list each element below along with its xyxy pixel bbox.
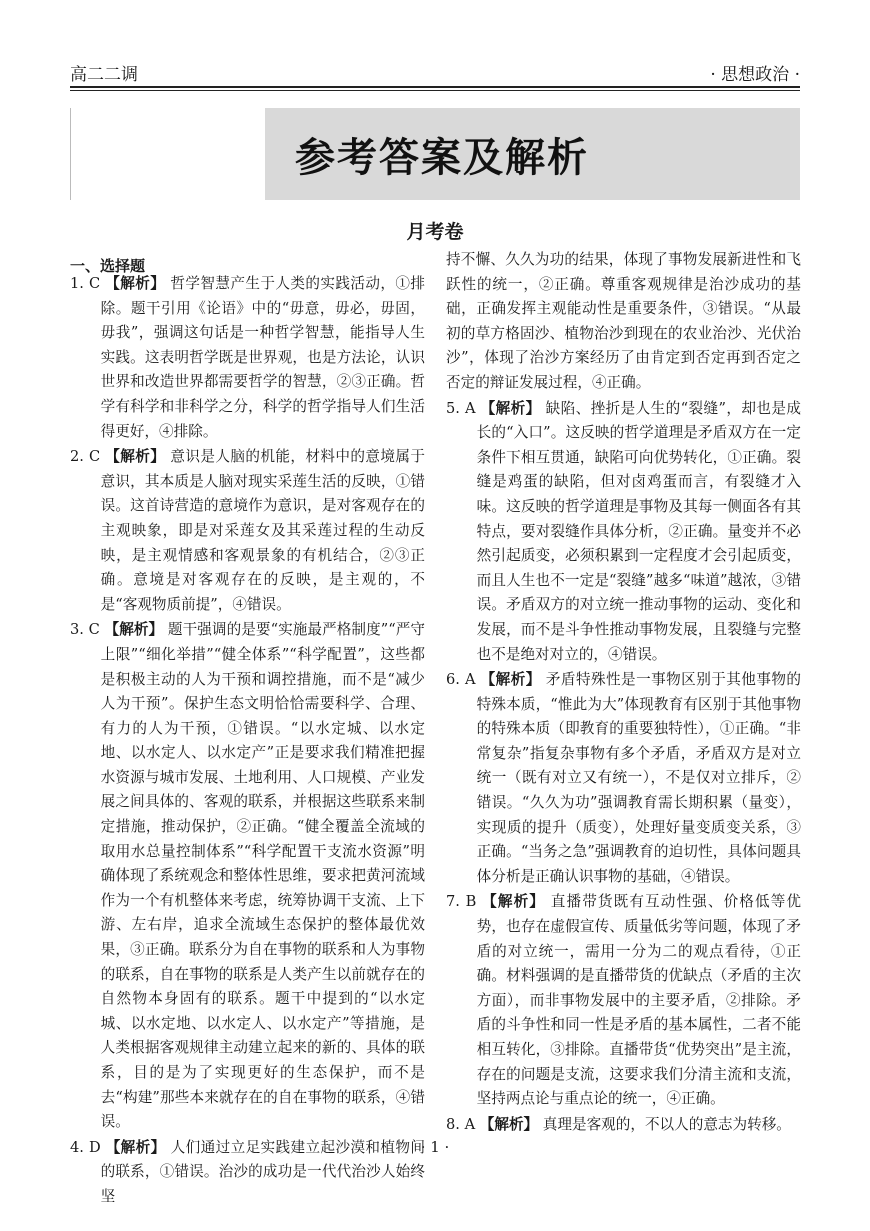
answer-item <box>70 272 425 444</box>
answer-number: 4. D <box>70 1138 101 1156</box>
answer-item <box>446 1113 801 1138</box>
answer-text: 矛盾特殊性是一事物区别于其他事物的特殊本质，“惟此为大”体现教育有区别于其他事物的特殊本质（即教育的重要独特性），①正确。“非常复杂”指复杂事物有多个矛盾，矛盾双方是对立统一（既有对立又有统一），不是仅对立排斥，②错误。“久久为功”强调教育需长期积累（量变），实现质的提升（质变），处理好量变质变关系，③正确。“当务之急”强调教育的迫切性，具体问题具体分析是正确认识事物的基础，④错误。 <box>476 671 802 885</box>
page-title: 参考答案及解析 <box>295 135 589 181</box>
right-column <box>446 248 801 1138</box>
title-banner <box>265 108 800 200</box>
subject-label: · 思想政治 · <box>710 65 800 85</box>
header-rule <box>70 86 800 88</box>
analysis-tag: 【解析】 <box>105 275 166 292</box>
answer-text: 缺陷、挫折是人生的“裂缝”，却也是成长的“入口”。这反映的哲学道理是矛盾双方在一定条件下相互贯通，缺陷可向优势转化，①正确。裂缝是鸡蛋的缺陷，但对卤鸡蛋而言，有裂缝才入味。这反映的哲学道理是事物及其每一侧面各有其特点，要对裂缝作具体分析，②正确。量变并不必然引起质变，必须积累到一定程度才会引起质变，而且人生也不一定是“裂缝”越多“味道”越浓，③错误。矛盾双方的对立统一推动事物的运动、变化和发展，而不是斗争性推动事物发展，且裂缝与完整也不是绝对对立的，④错误。 <box>476 399 801 663</box>
answer-text: 意识是人脑的机能，材料中的意境属于意识，其本质是人脑对现实采莲生活的反映，①错误。这首诗营造的意境作为意识，是对客观存在的主观映象，即是对采莲女及其采莲过程的生动反映，是主观情感和客观景象的有机结合，②③正确。意境是对客观存在的反映，是主观的，不是“客观物质前提”，④错误。 <box>100 448 426 613</box>
analysis-tag: 【解析】 <box>480 399 541 417</box>
section-heading: 一、选择题 <box>70 257 146 275</box>
answer-item-continued <box>446 248 801 396</box>
answer-number: 3. C <box>70 621 100 639</box>
analysis-tag: 【解析】 <box>482 893 546 911</box>
exam-subtitle: 月考卷 <box>406 221 464 243</box>
answer-text: 持不懈、久久为功的结果，体现了事物发展新进性和飞跃性的统一，②正确。尊重客观规律是治沙成功的基础，正确发挥主观能动性是重要条件，③错误。“从最初的草方格固沙、植物治沙到现在的农业治沙、光伏治沙”，体现了治沙方案经历了由肯定到否定再到否定之否定的辩证发展过程，④正确。 <box>446 251 801 391</box>
answer-text: 直播带货既有互动性强、价格低等优势，也存在虚假宣传、质量低劣等问题，体现了矛盾的对立统一，需用一分为二的观点看待，①正确。材料强调的是直播带货的优缺点（矛盾的主次方面），而非事物发展中的主要矛盾，②排除。矛盾的斗争性和同一性是矛盾的基本属性，二者不能相互转化，③排除。直播带货“优势突出”是主流，存在的问题是支流，这要求我们分清主流和支流，坚持两点论与重点论的统一，④正确。 <box>476 893 801 1108</box>
answer-item <box>70 618 425 1134</box>
header-rule-thin <box>70 90 800 91</box>
answer-item <box>446 890 801 1111</box>
answer-text: 题干强调的是要“实施最严格制度”“严守上限”“细化举措”“健全体系”“科学配置”，这些都是积极主动的人为干预和调控措施，而不是“减少人为干预”。保护生态文明恰恰需要科学、合理、有力的人为干预，①错误。“以水定城、以水定地、以水定人、以水定产”正是要求我们精准把握水资源与城市发展、土地利用、人口规模、产业发展之间具体的、客观的联系，并根据这些联系来制定措施，推动保护，②正确。“健全覆盖全流域的取用水总量控制体系”“科学配置干支流水资源”明确体现了系统观念和整体性思维，要求把黄河流域作为一个有机整体来考虑，统筹协调干支流、上下游、左右岸，追求全流域生态保护的整体最优效果，③正确。联系分为自在事物的联系和人为事物的联系，自在事物的联系是人类产生以前就存在的自然物本身固有的联系。题干中提到的“以水定城、以水定地、以水定人、以水定产”等措施，是人类根据客观规律主动建立起来的新的、具体的联系，目的是为了实现更好的生态保护，而不是去“构建”那些本来就存在的自在事物的联系，④错误。 <box>100 621 426 1131</box>
analysis-tag: 【解析】 <box>105 1138 166 1156</box>
answer-text: 人们通过立足实践建立起沙漠和植物间的联系，①错误。治沙的成功是一代代治沙人始终坚 <box>100 1138 425 1205</box>
banner-divider <box>70 108 71 200</box>
answer-number: 5. A <box>446 399 476 417</box>
answer-text: 哲学智慧产生于人类的实践活动，①排除。题干引用《论语》中的“毋意，毋必，毋固，毋我”，强调这句话是一种哲学智慧，能指导人生实践。这表明哲学既是世界观，也是方法论，认识世界和改造世界都需要哲学的智慧，②③正确。哲学有科学和非科学之分，科学的哲学指导人们生活得更好，④排除。 <box>100 275 426 440</box>
answer-number: 1. C <box>70 275 101 292</box>
analysis-tag: 【解析】 <box>104 621 164 639</box>
answer-item <box>446 397 801 668</box>
page-number: · 1 · <box>420 1138 450 1156</box>
grade-label: 高二二调 <box>70 65 138 85</box>
analysis-tag: 【解析】 <box>105 448 166 466</box>
answer-number: 2. C <box>70 448 101 466</box>
answer-number: 6. A <box>446 671 476 689</box>
answer-text: 真理是客观的，不以人的意志为转移。 <box>542 1115 791 1133</box>
analysis-tag: 【解析】 <box>480 671 541 689</box>
answer-number: 8. A <box>446 1115 476 1133</box>
page-header <box>70 60 800 88</box>
answer-number: 7. B <box>446 893 477 911</box>
answer-item <box>70 445 425 617</box>
left-column <box>70 272 425 1211</box>
analysis-tag: 【解析】 <box>479 1115 539 1133</box>
answer-item <box>446 668 801 889</box>
